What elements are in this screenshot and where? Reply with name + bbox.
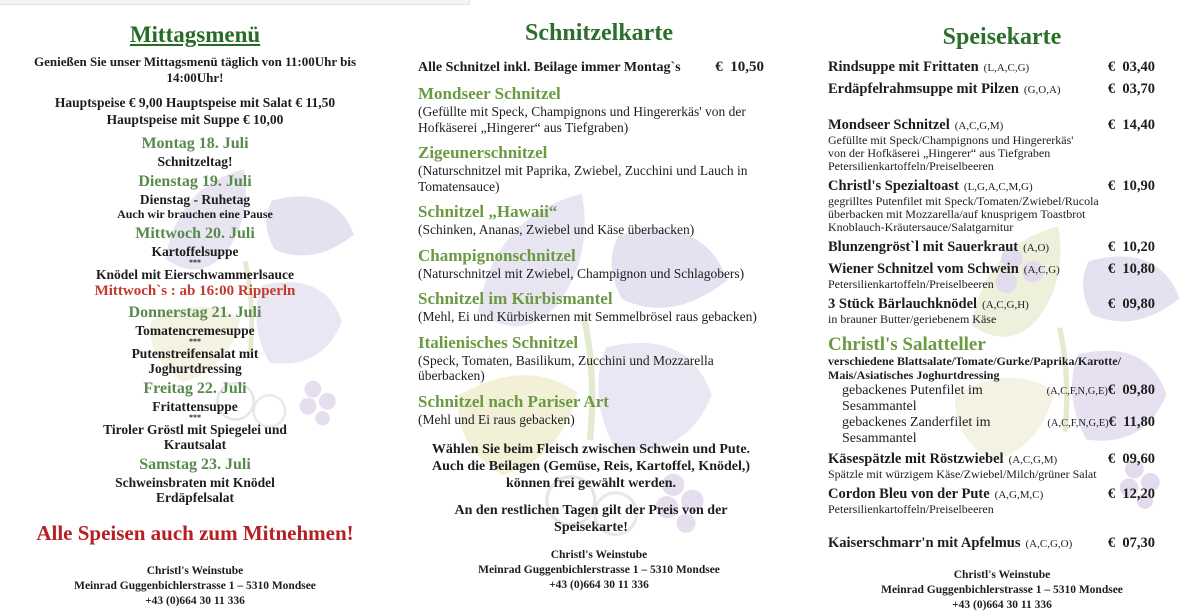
lunch-menu-line: Auch wir brauchen eine Pause	[117, 207, 273, 221]
lunch-menu-line: Freitag 22. Juli	[143, 380, 247, 397]
lunch-menu-title: Mittagsmenü	[129, 22, 261, 47]
restaurant-footer	[806, 568, 1198, 613]
menu-row	[828, 414, 1155, 446]
schnitzel-item-name: Mondseer Schnitzel	[418, 84, 561, 103]
allergen-codes: (G,O,A)	[1023, 84, 1061, 96]
dish-price: € 10,80	[1107, 261, 1155, 277]
restaurant-phone: +43 (0)664 30 11 336	[952, 599, 1052, 611]
lunch-menu-line: Dienstag - Ruhetag	[139, 192, 251, 207]
dish-price: € 09,80	[1107, 296, 1155, 312]
menu-row	[828, 221, 1155, 234]
restaurant-name: Christl's Weinstube	[953, 569, 1051, 581]
allergen-codes: (A,C,G,M)	[954, 120, 1004, 132]
menu-row	[828, 239, 1155, 256]
lunch-menu-line: ***	[189, 258, 201, 267]
lunch-menu-line: Putenstreifensalat mit	[131, 346, 259, 361]
dish-name: Mondseer Schnitzel	[828, 117, 950, 133]
schnitzel-item	[418, 333, 764, 384]
menu-row	[828, 261, 1155, 278]
menu-row	[828, 59, 1155, 76]
dish-name: 3 Stück Bärlauchknödel	[828, 296, 978, 312]
dish-price: € 09,80	[1107, 382, 1155, 398]
schnitzel-menu-title: Schnitzelkarte	[525, 20, 673, 46]
allergen-codes: (A,C,F,N,G,E)	[1047, 418, 1109, 429]
restaurant-address: Meinrad Guggenbichlerstrasse 1 – 5310 Mondsee	[74, 580, 316, 592]
dish-name: Blunzengröst`l mit Sauerkraut	[828, 239, 1019, 255]
dish-name: Cordon Bleu von der Pute	[828, 486, 990, 502]
menu-row	[828, 369, 1155, 383]
menu-row	[828, 178, 1155, 195]
dish-name: Petersilienkartoffeln/Preiselbeeren	[828, 159, 994, 173]
schnitzel-item	[418, 392, 764, 428]
lunch-menu-line: Krautsalat	[163, 437, 227, 452]
dish-price: € 14,40	[1107, 117, 1155, 133]
main-menu-title: Speisekarte	[942, 24, 1062, 50]
menu-row	[828, 486, 1155, 503]
menu-row	[828, 313, 1155, 326]
dish-name: Christl's Spezialtoast	[828, 178, 959, 194]
dish-price: € 10,20	[1107, 239, 1155, 255]
schnitzel-notes	[418, 441, 764, 492]
dish-name: Kaiserschmarr'n mit Apfelmus	[828, 535, 1021, 551]
menu-row	[828, 516, 1155, 530]
menu-row	[828, 503, 1155, 516]
lunch-menu-line: ***	[189, 337, 201, 346]
dish-name: Erdäpfelrahmsuppe mit Pilzen	[828, 81, 1019, 97]
lunch-menu-line: Montag 18. Juli	[141, 135, 249, 152]
schnitzel-item	[418, 84, 764, 135]
lunch-menu-line: ***	[189, 413, 201, 422]
schnitzel-item	[418, 246, 764, 282]
horizontal-scrollbar[interactable]	[0, 0, 470, 5]
dish-price: € 11,80	[1108, 414, 1155, 430]
schnitzel-item	[418, 202, 764, 238]
allergen-codes: (L,G,A,C,M,G)	[963, 181, 1033, 193]
menu-row	[828, 296, 1155, 313]
dish-name: Mais/Asiatisches Joghurtdressing	[828, 367, 1000, 382]
dish-name: Gefüllte mit Speck/Champignons und Hingererkäs'	[828, 133, 1074, 147]
menu-row	[828, 81, 1155, 98]
allergen-codes: (A,C,G)	[1023, 264, 1060, 276]
dish-price: € 03,40	[1107, 59, 1155, 75]
allergen-codes: (A,C,F,N,G,E)	[1046, 386, 1108, 397]
restaurant-address: Meinrad Guggenbichlerstrasse 1 – 5310 Mondsee	[881, 584, 1123, 596]
lunch-menu-line: Samstag 23. Juli	[139, 456, 251, 473]
takeaway-notice: Alle Speisen auch zum Mitnehmen!	[36, 521, 354, 545]
dish-name: Petersilienkartoffeln/Preiselbeeren	[828, 277, 994, 291]
menu-row	[828, 468, 1155, 481]
menu-row	[828, 334, 1155, 355]
restaurant-name: Christl's Weinstube	[550, 549, 648, 561]
lunch-menu-line: Fritattensuppe	[152, 399, 238, 414]
dish-name: in brauner Butter/geriebenem Käse	[828, 312, 997, 326]
dish-price: € 10,90	[1107, 178, 1155, 194]
dish-name: von der Hofkäserei „Hingerer“ aus Tiefgraben	[828, 146, 1051, 160]
main-menu-body	[806, 59, 1198, 552]
allergen-codes: (A,C,G,H)	[982, 299, 1029, 311]
schnitzel-item-name: Italienisches Schnitzel	[418, 332, 579, 352]
restaurant-footer	[400, 548, 798, 593]
menu-row	[828, 278, 1155, 291]
restaurant-phone: +43 (0)664 30 11 336	[145, 595, 245, 607]
restaurant-name: Christl's Weinstube	[146, 565, 244, 577]
menu-row	[828, 160, 1155, 173]
allergen-codes: (A,C,G,M)	[1008, 454, 1058, 466]
schnitzel-note-line: Wählen Sie beim Fleisch zwischen Schwein und Pute.	[431, 442, 751, 457]
schnitzel-item-list	[418, 84, 764, 427]
lunch-menu-line: Mittwoch`s : ab 16:00 Ripperln	[94, 283, 296, 299]
menu-row	[828, 98, 1155, 112]
schnitzel-item-description: (Mehl und Ei raus gebacken)	[418, 411, 575, 427]
dish-name: Petersilienkartoffeln/Preiselbeeren	[828, 502, 994, 516]
menu-row	[828, 355, 1155, 369]
schnitzel-price-note: An den restlichen Tagen gilt der Preis von der Speisekarte!	[454, 503, 728, 535]
schnitzel-header-row	[418, 59, 764, 76]
lunch-intro-text: Genießen Sie unser Mittagsmenü täglich von 11:00Uhr bis 14:00Uhr!	[33, 54, 357, 85]
schnitzel-note-line: Auch die Beilagen (Gemüse, Reis, Kartoffel, Knödel,)	[431, 459, 751, 474]
schnitzel-header-price: € 10,50	[715, 59, 764, 75]
restaurant-phone: +43 (0)664 30 11 336	[549, 579, 649, 591]
dish-name: Wiener Schnitzel vom Schwein	[828, 261, 1019, 277]
menu-row	[828, 451, 1155, 468]
lunch-menu-line: Joghurtdressing	[148, 361, 242, 376]
lunch-menu-line: Tiroler Gröstl mit Spiegelei und	[103, 422, 287, 437]
lunch-menu-line: Erdäpfelsalat	[155, 490, 234, 505]
schnitzel-menu-body	[400, 59, 798, 536]
dish-name: Rindsuppe mit Frittaten	[828, 59, 979, 75]
menu-row	[828, 535, 1155, 552]
allergen-codes: (A,C,G,O)	[1025, 538, 1073, 550]
lunch-menu-line: Dienstag 19. Juli	[138, 173, 252, 190]
dish-name: überbacken mit Mozzarella/auf knusprigem Toastbrot	[828, 207, 1086, 221]
dish-name: gebackenes Zanderfilet im Sesammantel	[842, 415, 991, 446]
schnitzel-item	[418, 289, 764, 325]
schnitzel-item-name: Schnitzel im Kürbismantel	[418, 289, 613, 308]
menu-row	[828, 382, 1155, 414]
dish-name: Käsespätzle mit Röstzwiebel	[828, 451, 1004, 467]
lunch-menu-line: Knödel mit Eierschwammerlsauce	[96, 267, 294, 282]
schnitzel-item-name: Champignonschnitzel	[418, 245, 576, 265]
dish-name: gebackenes Putenfilet im Sesammantel	[842, 383, 983, 414]
lunch-menu-line: Schweinsbraten mit Knödel	[115, 475, 275, 490]
schnitzel-item-name: Schnitzel „Hawaii“	[418, 202, 558, 221]
schnitzel-item-name: Schnitzel nach Pariser Art	[418, 391, 609, 411]
menu-row	[828, 117, 1155, 134]
lunch-menu-line: Mittwoch 20. Juli	[135, 225, 255, 242]
restaurant-address: Meinrad Guggenbichlerstrasse 1 – 5310 Mondsee	[478, 564, 720, 576]
lunch-price-line: Hauptspeise mit Suppe € 10,00	[106, 112, 284, 127]
schnitzel-item-description: (Naturschnitzel mit Paprika, Zwiebel, Zucchini und Lauch in Tomatensauce)	[418, 163, 748, 194]
lunch-menu-line: Kartoffelsuppe	[151, 244, 239, 259]
schnitzel-item	[418, 143, 764, 194]
dish-price: € 03,70	[1107, 81, 1155, 97]
dish-name: gegrilltes Putenfilet mit Speck/Tomaten/Zwiebel/Rucola	[828, 194, 1099, 208]
schnitzel-item-name: Zigeunerschnitzel	[418, 143, 548, 162]
dish-price: € 07,30	[1107, 535, 1155, 551]
lunch-menu-line: Schnitzeltag!	[157, 154, 233, 169]
allergen-codes: (A,O)	[1023, 242, 1050, 254]
schnitzel-header-label: Alle Schnitzel inkl. Beilage immer Montag`s	[418, 60, 681, 75]
lunch-day-list	[8, 134, 382, 505]
schnitzel-item-description: (Schinken, Ananas, Zwiebel und Käse überbacken)	[418, 222, 695, 237]
schnitzel-menu-column	[400, 20, 798, 593]
lunch-price-line: Hauptspeise € 9,00 Hauptspeise mit Salat € 11,50	[54, 95, 336, 110]
schnitzel-item-description: (Gefüllte mit Speck, Champignons und Hingererkäs' von der Hofkäserei „Hingerer“ aus Tiefgraben)	[418, 104, 746, 135]
allergen-codes: (L,A,C,G)	[983, 62, 1030, 74]
lunch-menu-line: Donnerstag 21. Juli	[128, 304, 262, 321]
allergen-codes: (A,G,M,C)	[994, 489, 1044, 501]
lunch-menu-line: Tomatencremesuppe	[135, 323, 255, 338]
dish-name: Knoblauch-Kräutersauce/Salatgarnitur	[828, 220, 1014, 234]
dish-name: Spätzle mit würzigem Käse/Zwiebel/Milch/grüner Salat	[828, 467, 1097, 481]
dish-price: € 09,60	[1107, 451, 1155, 467]
dish-name: Christl's Salatteller	[828, 334, 986, 355]
restaurant-footer	[8, 564, 382, 609]
schnitzel-note-line: können frei gewählt werden.	[505, 476, 677, 491]
lunch-menu-column	[8, 22, 382, 609]
schnitzel-item-description: (Mehl, Ei und Kürbiskernen mit Semmelbrösel raus gebacken)	[418, 309, 757, 324]
dish-price: € 12,20	[1107, 486, 1155, 502]
dish-name: verschiedene Blattsalate/Tomate/Gurke/Paprika/Karotte/	[828, 354, 1121, 368]
schnitzel-item-description: (Naturschnitzel mit Zwiebel, Champignon und Schlagobers)	[418, 265, 745, 281]
schnitzel-item-description: (Speck, Tomaten, Basilikum, Zucchini und Mozzarella überbacken)	[418, 352, 714, 383]
main-menu-column	[806, 24, 1198, 613]
